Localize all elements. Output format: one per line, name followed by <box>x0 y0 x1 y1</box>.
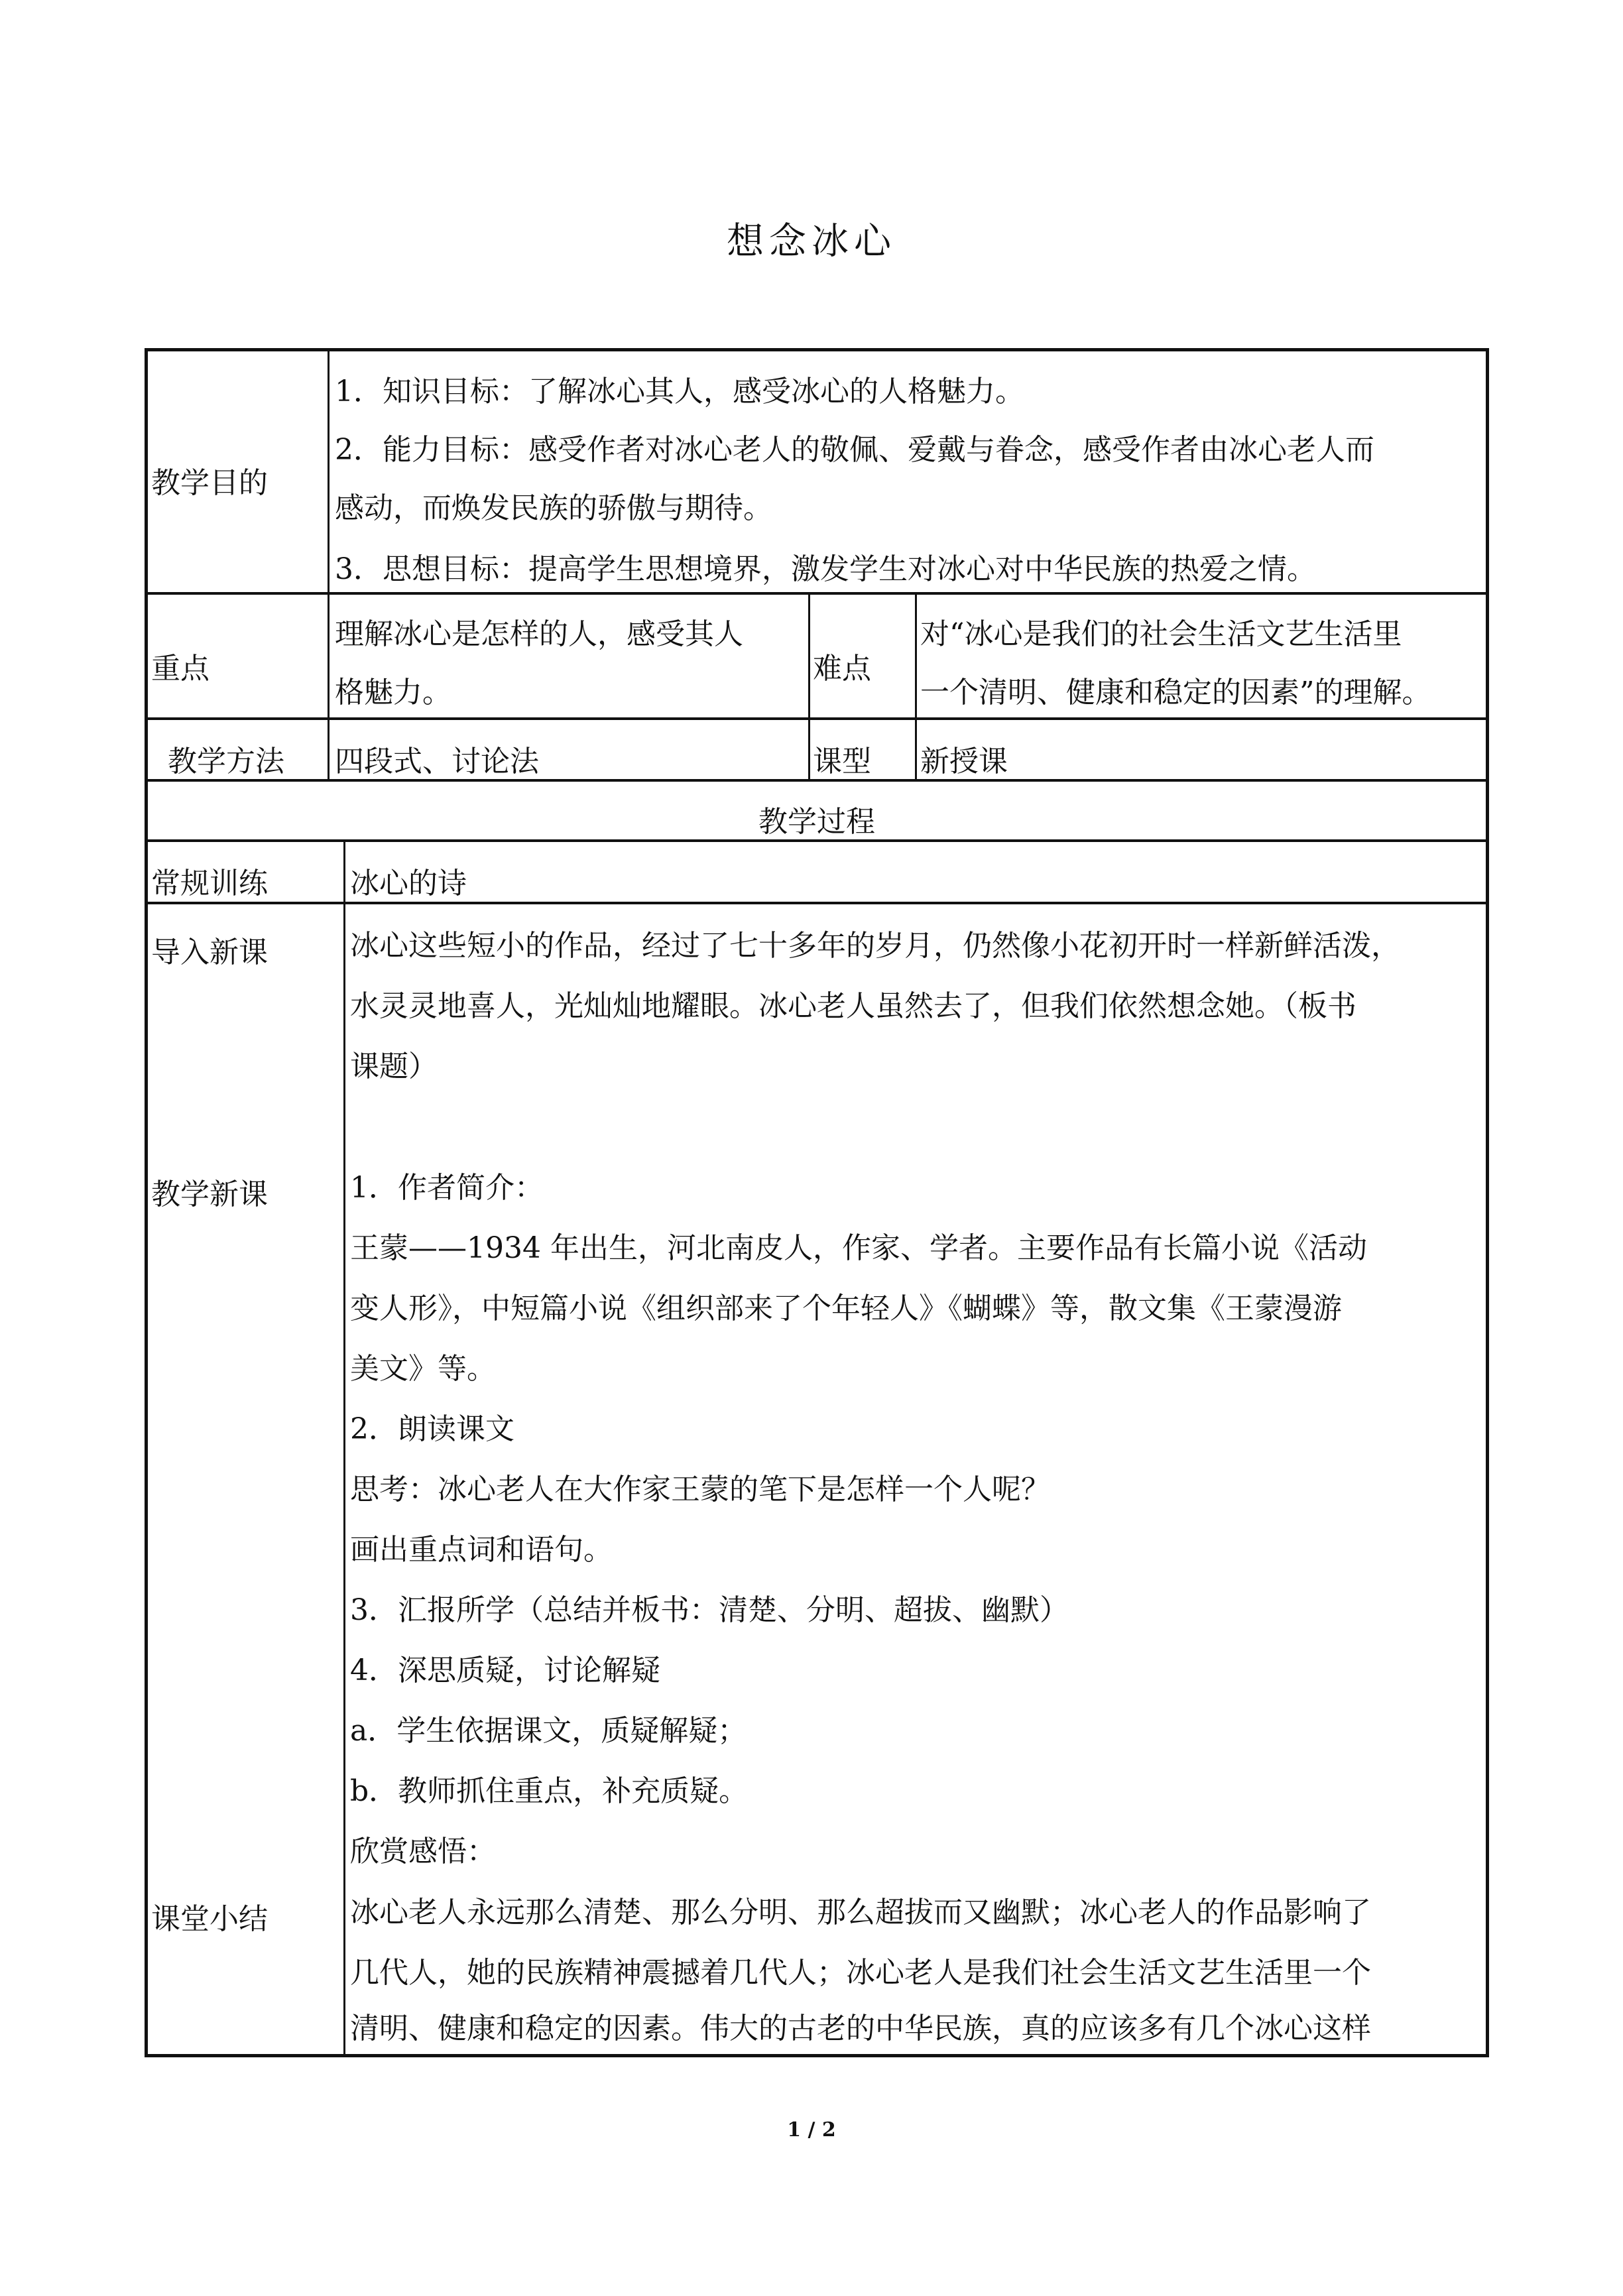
process-line: 水灵灵地喜人，光灿灿地耀眼。冰心老人虽然去了，但我们依然想念她。（板书 <box>350 989 1356 1023</box>
col-divider <box>808 592 810 780</box>
process-line: 画出重点词和语句。 <box>350 1533 613 1567</box>
process-line: 课题） <box>350 1050 438 1083</box>
process-line: 欣赏感悟： <box>350 1835 496 1868</box>
process-line: 变人形》，中短篇小说《组织部来了个年轻人》《蝴蝶》等，散文集《王蒙漫游 <box>350 1292 1342 1325</box>
key-point-line: 格魅力。 <box>335 676 451 709</box>
lesson-plan-table <box>145 348 1489 2057</box>
page-number: 1 / 2 <box>787 2118 836 2142</box>
col-divider <box>328 348 330 780</box>
objective-line: 2．能力目标：感受作者对冰心老人的敬佩、爱戴与眷念，感受作者由冰心老人而 <box>335 433 1374 467</box>
summary-label: 课堂小结 <box>151 1902 268 1936</box>
key-point-label: 重点 <box>151 652 210 686</box>
objectives-label: 教学目的 <box>151 466 268 500</box>
new-lesson-label: 教学新课 <box>151 1178 268 1211</box>
process-line: 思考：冰心老人在大作家王蒙的笔下是怎样一个人呢？ <box>350 1473 1050 1506</box>
objective-line: 1．知识目标：了解冰心其人，感受冰心的人格魅力。 <box>335 375 1024 408</box>
process-line: b．教师抓住重点，补充质疑。 <box>350 1774 749 1808</box>
lesson-type-label: 课型 <box>813 745 871 778</box>
process-line: 冰心老人永远那么清楚、那么分明、那么超拔而又幽默；冰心老人的作品影响了 <box>350 1896 1371 1929</box>
process-line: 王蒙——1934 年出生，河北南皮人，作家、学者。主要作品有长篇小说《活动 <box>350 1231 1367 1265</box>
objective-line: 感动，而焕发民族的骄傲与期待。 <box>335 491 772 525</box>
process-line: 美文》等。 <box>350 1352 496 1386</box>
row-divider <box>145 902 1489 904</box>
col-divider <box>915 592 917 780</box>
process-line: 2．朗读课文 <box>350 1412 514 1446</box>
routine-label: 常规训练 <box>151 867 268 900</box>
key-point-line: 理解冰心是怎样的人，感受其人 <box>335 617 743 651</box>
col-divider <box>343 839 345 2057</box>
page-title: 想念冰心 <box>727 220 896 263</box>
process-line: 几代人，她的民族精神震撼着几代人；冰心老人是我们社会生活文艺生活里一个 <box>350 1956 1371 1990</box>
process-line: 4．深思质疑，讨论解疑 <box>350 1654 660 1687</box>
process-line: 1．作者简介： <box>350 1171 544 1205</box>
objective-line: 3．思想目标：提高学生思想境界，激发学生对冰心对中华民族的热爱之情。 <box>335 552 1316 586</box>
process-line: 冰心这些短小的作品，经过了七十多年的岁月，仍然像小花初开时一样新鲜活泼， <box>350 929 1400 963</box>
lesson-type-value: 新授课 <box>920 745 1008 778</box>
process-line: 3．汇报所学（总结并板书：清楚、分明、超拔、幽默） <box>350 1593 1069 1627</box>
routine-value: 冰心的诗 <box>350 867 467 900</box>
method-value: 四段式、讨论法 <box>335 745 539 778</box>
difficult-point-label: 难点 <box>813 652 871 686</box>
intro-label: 导入新课 <box>151 936 268 969</box>
process-line: a．学生依据课文，质疑解疑； <box>350 1714 747 1748</box>
difficult-point-line: 对“冰心是我们的社会生活文艺生活里 <box>920 617 1402 651</box>
method-label: 教学方法 <box>168 745 284 778</box>
process-header: 教学过程 <box>758 805 875 839</box>
difficult-point-line: 一个清明、健康和稳定的因素”的理解。 <box>920 676 1431 709</box>
process-line: 清明、健康和稳定的因素。伟大的古老的中华民族，真的应该多有几个冰心这样 <box>350 2012 1371 2045</box>
